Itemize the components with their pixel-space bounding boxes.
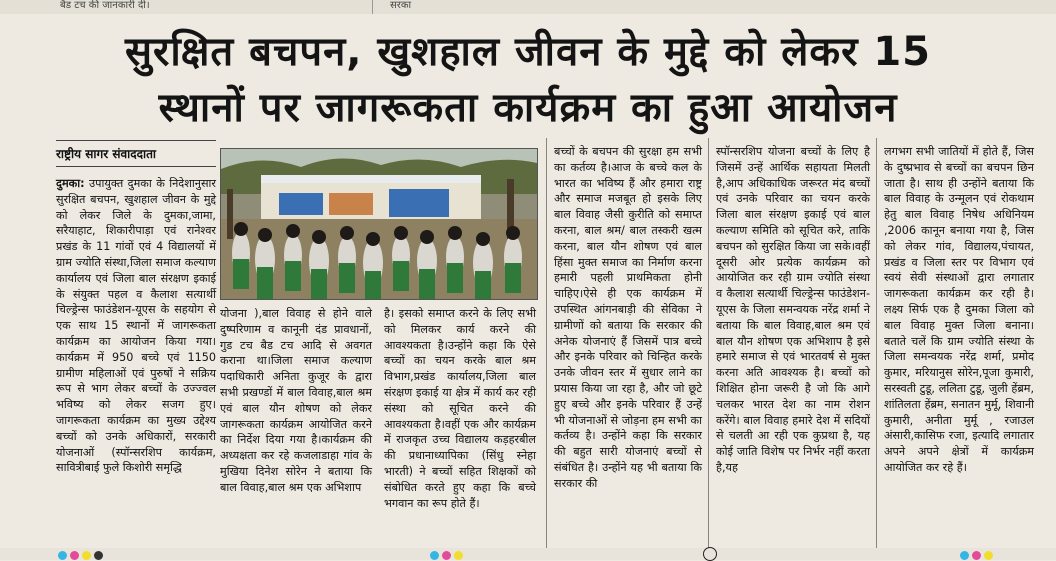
dateline: दुमका: <box>56 177 85 190</box>
headline-line-1: सुरक्षित बचपन, खुशहाल जीवन के मुद्दे को लेकर 15 <box>124 29 932 75</box>
previous-article-snippet: बैड टच की जानकारी दी। <box>60 0 150 11</box>
column-1-text: उपायुक्त दुमका के निदेशानुसार सुरक्षित बचपन, खुशहाल जीवन के मुद्दे को लेकर जिले के दुमका,जामा, सरैयाहाट, शिकारीपाड़ा एवं रानेश्वर प्रखंड के 11 गांवों एवं 4 विद्यालयों में ग्राम ज्योति संस्था,जिला समाज कल्याण कार्यालय एवं जिला बाल संरक्षण इकाई के संयुक्त पहल व कैलाश सत्यार्थी चिल्ड्रेन्स फाउंडेशन-यूएस के सहयोग से एक साथ 15 स्थानों में जागरूकता कार्यक्रम का आयोजन किया गया।कार्यक्रम में 950 बच्चे एवं 1150 ग्रामीण महिलाओं एवं पुरुषों ने सक्रिय रूप से भाग लेकर बच्चों के उज्ज्वल भविष्य को लेकर सजग हुए। जागरूकता कार्यक्रम का मुख्य उद्देश्य बच्चों को उनके अधिकारों, सरकारी योजनाओं (स्पॉन्सरशिप कार्यक्रम, सावित्रीबाई फुले किशोरी समृद्धि <box>56 177 216 475</box>
byline: राष्ट्रीय सागर संवाददाता <box>56 147 157 161</box>
column-2-text: योजना ),बाल विवाह से होने वाले दुष्परिणाम व कानूनी दंड प्रावधानों, गुड टच बैड टच आदि से अवगत कराना था।जिला समाज कल्याण पदाधिकारी अनिता कुजूर के द्वारा सभी प्रखण्डों में बाल विवाह,बाल श्रम एवं बाल यौन शोषण को लेकर जागरूकता कार्यक्रम आयोजित करने का निर्देश दिया गया है।कार्यक्रम की अध्यक्षता कर रहे कजलाडाहा गांव के मुखिया दिनेश सोरेन ने बताया कि बाल विवाह,बाल श्रम एक अभिशाप <box>220 307 372 494</box>
column-rule <box>708 138 709 548</box>
cyan-registration-dot <box>960 551 969 560</box>
byline-rule-bottom <box>56 166 216 167</box>
magenta-registration-dot <box>972 551 981 560</box>
article-column-3 <box>384 306 536 511</box>
yellow-registration-dot <box>82 551 91 560</box>
article-column-6 <box>884 144 1034 476</box>
cyan-registration-dot <box>430 551 439 560</box>
print-color-bar <box>0 548 1056 560</box>
article-photo <box>220 148 538 300</box>
column-6-text: लगभग सभी जातियों में होते हैं, जिस के दुष्प्रभाव से बच्चों का बचपन छिन जाता है। साथ ही उन्होंने बताया कि बाल विवाह के उन्मूलन एवं रोकथाम हेतु बाल विवाह निषेध अधिनियम ,2006 कानून बनाया गया है, जिस को लेकर गांव, विद्यालय,पंचायत, प्रखंड व जिला स्तर पर विभाग एवं स्वयं सेवी संस्थाओं द्वारा लगातार जागरूकता कार्यक्रम कर रही है। लक्ष्य सिर्फ एक है दुमका जिला को बाल विवाह मुक्त जिला बनाना। बताते चलें कि ग्राम ज्योति संस्था के जिला समन्वयक नरेंद्र शर्मा, प्रमोद कुमार, मरियानुस सोरेन,पूजा कुमारी, सरस्वती टुडू, ललिता टुडू, जुली हेंब्रम, शांतिलता हेंब्रम, सनातन मुर्मू, शिवानी कुमारी, अनीता मुर्मू , रजाउल अंसारी,कासिफ रजा, इत्यादि लगातार अपने अपने क्षेत्रों में कार्यक्रम आयोजित कर रहे हैं। <box>884 145 1034 474</box>
adjacent-article-snippet: सरका <box>390 0 412 11</box>
yellow-registration-dot <box>984 551 993 560</box>
column-rule <box>546 138 547 548</box>
black-registration-dot <box>94 551 103 560</box>
registration-mark-icon <box>703 547 717 561</box>
column-5-text: स्पॉन्सरशिप योजना बच्चों के लिए है जिसमें उन्हें आर्थिक सहायता मिलती है,आप अधिकाधिक जरूरत मंद बच्चों एवं उनके परिवार का चयन करके जिला बाल संरक्षण इकाई एवं बाल कल्याण समिति को सूचित करे, ताकि बचपन को सुरक्षित किया जा सके।वहीं दूसरी ओर प्रत्येक कार्यक्रम को आयोजित कर रही ग्राम ज्योति संस्था व कैलाश सत्यार्थी चिल्ड्रेन्स फाउंडेशन-यूएस के जिला समन्वयक नरेंद्र शर्मा ने बताया कि बाल विवाह,बाल श्रम एवं बाल यौन शोषण एक अभिशाप है इसे हमारे समाज से एवं भारतवर्ष से मुक्त करना अति आवश्यक है। बच्चों को शिक्षित होना जरूरी है जो कि आगे चलकर भारत देश का नाम रोशन करेंगे। बाल विवाह हमारे देश में सदियों से चलती आ रही एक कुप्रथा है, यह कोई जाति विशेष पर निर्भर नहीं करता है,यह <box>716 145 870 474</box>
yellow-registration-dot <box>454 551 463 560</box>
headline <box>0 24 1056 136</box>
column-divider <box>372 0 373 14</box>
article-column-4 <box>554 144 702 492</box>
byline-rule-top <box>56 140 216 141</box>
article-column-1 <box>56 176 216 476</box>
column-3-text: है। इसको समाप्त करने के लिए सभी को मिलकर कार्य करने की आवश्यकता है।उन्होंने कहा कि ऐसे बच्चों का चयन करके बाल श्रम विभाग,प्रखंड कार्यालय,जिला बाल संरक्षण इकाई या क्षेत्र में कार्य कर रही संस्था को सूचित करने की आवश्यकता है।वहीं एक और कार्यक्रम में राजकृत उच्च विद्यालय कड़हरबील की प्रधानाध्यापिका (सिंधु स्नेहा भारती) ने बच्चों सहित शिक्षकों को संबोधित करते हुए कहा कि बच्चे भगवान का रूप होते हैं। <box>384 307 536 510</box>
magenta-registration-dot <box>442 551 451 560</box>
column-4-text: बच्चों के बचपन की सुरक्षा हम सभी का कर्तव्य है।आज के बच्चे कल के भारत का भविष्य हैं और हमारा राष्ट्र और समाज मजबूत हो इसके लिए बाल विवाह जैसी कुरीति को समाप्त करना, बाल श्रम/ बाल तस्करी खत्म करना, बाल यौन शोषण एवं बाल हिंसा मुक्त समाज का निर्माण करना हमारी पहली प्राथमिकता होनी चाहिए।ऐसे ही एक कार्यक्रम में उपस्थित आंगनबाड़ी की सेविका ने ग्रामीणों को बताया कि सरकार की अनेक योजनाएं हैं जिसमें पात्र बच्चे और इनके परिवार को चिन्हित करके उनके जीवन स्तर में सुधार लाने का प्रयास किया जा रहा है, और जो छूटे हुए बच्चे और इनके परिवार हैं उन्हें भी योजनाओं से जोड़ना हम सभी का कर्तव्य है। उन्होंने कहा कि सरकार की बहुत सारी योजनाएं बच्चों से संबंधित है। उन्होंने यह भी बताया कि सरकार की <box>554 145 702 490</box>
column-rule <box>876 138 877 548</box>
cyan-registration-dot <box>58 551 67 560</box>
previous-article-strip <box>0 0 1056 14</box>
magenta-registration-dot <box>70 551 79 560</box>
article-column-2 <box>220 306 372 496</box>
headline-line-2: स्थानों पर जागरूकता कार्यक्रम का हुआ आयोजन <box>158 85 898 131</box>
school-assembly-photo <box>221 149 537 299</box>
article-column-5 <box>716 144 870 476</box>
